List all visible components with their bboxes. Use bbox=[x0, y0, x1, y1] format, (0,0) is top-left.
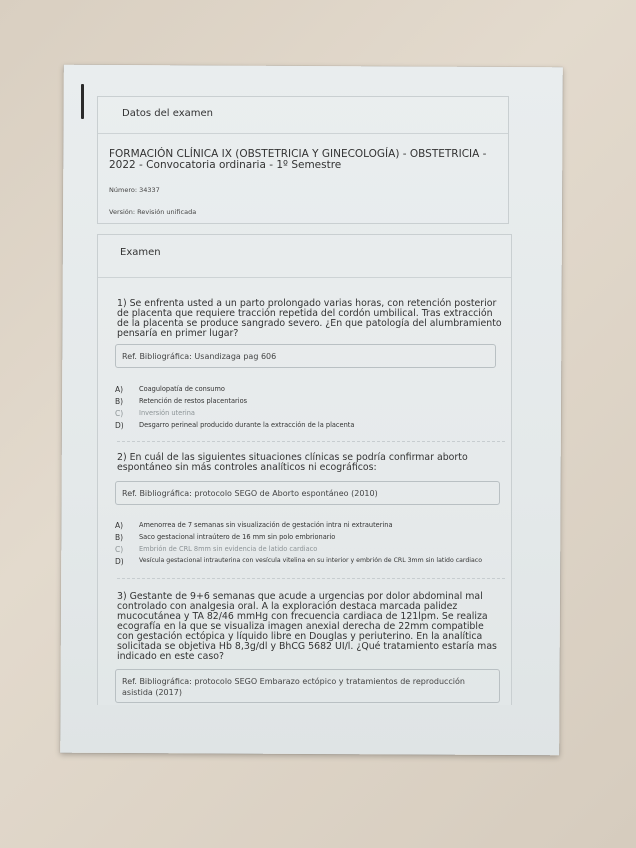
option-letter: B) bbox=[115, 397, 124, 406]
question-2-reference: Ref. Bibliográfica: protocolo SEGO de Aborto espontáneo (2010) bbox=[115, 481, 500, 505]
exam-title: Examen bbox=[120, 247, 161, 258]
question-2-text: 2) En cuál de las siguientes situaciones clínicas se podría confirmar aborto espontáneo sin más controles analíticos ni ecográficos: bbox=[117, 452, 468, 473]
option-text: Coagulopatía de consumo bbox=[139, 385, 225, 393]
option-letter: C) bbox=[115, 409, 124, 418]
exam-data-title: Datos del examen bbox=[122, 108, 213, 119]
option-letter: C) bbox=[115, 545, 124, 554]
option-letter: A) bbox=[115, 521, 124, 530]
divider bbox=[98, 277, 511, 278]
question-2-option-d[interactable] bbox=[115, 557, 482, 566]
question-1-option-c[interactable] bbox=[115, 409, 195, 418]
question-2-option-b[interactable] bbox=[115, 533, 335, 542]
divider bbox=[98, 133, 508, 134]
option-text: Retención de restos placentarios bbox=[139, 397, 248, 405]
question-divider bbox=[117, 578, 505, 579]
question-1-option-b[interactable] bbox=[115, 397, 247, 406]
question-2-option-a[interactable] bbox=[115, 521, 392, 530]
question-1-text: 1) Se enfrenta usted a un parto prolongado varias horas, con retención posterior de placenta que requiere tracción repetida del cordón umbilical. Tras extracción de la placenta se produce sangrado severo. ¿En que patología del alumbramiento pensaría en primer lugar? bbox=[117, 298, 502, 339]
option-text: Embrión de CRL 8mm sin evidencia de latido cardiaco bbox=[139, 545, 318, 553]
question-3-reference: Ref. Bibliográfica: protocolo SEGO Embarazo ectópico y tratamientos de reproducción asistida (2017) bbox=[115, 669, 500, 703]
question-3-text: 3) Gestante de 9+6 semanas que acude a urgencias por dolor abdominal mal controlado con analgesia oral. A la exploración destaca marcada palidez mucocutánea y TA 82/46 mmHg con frecuencia cardiaca de 121lpm. Se realiza ecografía en la que se visualiza imagen anexial derecha de 22mm compatible con gestación ectópica y líquido libre en Douglas y periuterino. En la analítica solicitada se objetiva Hb 8,3g/dl y BhCG 5682 UI/l. ¿Qué tratamiento estaría mas indicado en este caso? bbox=[117, 591, 497, 662]
option-text: Inversión uterina bbox=[139, 409, 195, 417]
option-letter: D) bbox=[115, 557, 124, 566]
staple-mark bbox=[81, 84, 84, 119]
option-letter: A) bbox=[115, 385, 124, 394]
option-text: Saco gestacional intraútero de 16 mm sin polo embrionario bbox=[139, 533, 336, 541]
question-2-option-c[interactable] bbox=[115, 545, 317, 554]
exam-number: Número: 34337 bbox=[109, 186, 160, 194]
question-1-reference: Ref. Bibliográfica: Usandizaga pag 606 bbox=[115, 344, 496, 368]
option-text: Vesícula gestacional intrauterina con vesícula vitelina en su interior y embrión de CRL 3mm sin latido cardiaco bbox=[139, 557, 482, 564]
exam-version: Versión: Revisión unificada bbox=[109, 208, 197, 216]
option-letter: D) bbox=[115, 421, 124, 430]
question-1-option-d[interactable] bbox=[115, 421, 354, 430]
exam-panel bbox=[97, 234, 512, 705]
option-text: Amenorrea de 7 semanas sin visualización de gestación intra ni extrauterina bbox=[139, 521, 393, 529]
option-letter: B) bbox=[115, 533, 124, 542]
option-text: Desgarro perineal producido durante la extracción de la placenta bbox=[139, 421, 355, 429]
question-1-option-a[interactable] bbox=[115, 385, 225, 394]
question-divider bbox=[117, 441, 505, 442]
course-title: FORMACIÓN CLÍNICA IX (OBSTETRICIA Y GINECOLOGÍA) - OBSTETRICIA - 2022 - Convocatoria ordinaria - 1º Semestre bbox=[109, 148, 487, 171]
exam-data-panel bbox=[97, 96, 509, 224]
